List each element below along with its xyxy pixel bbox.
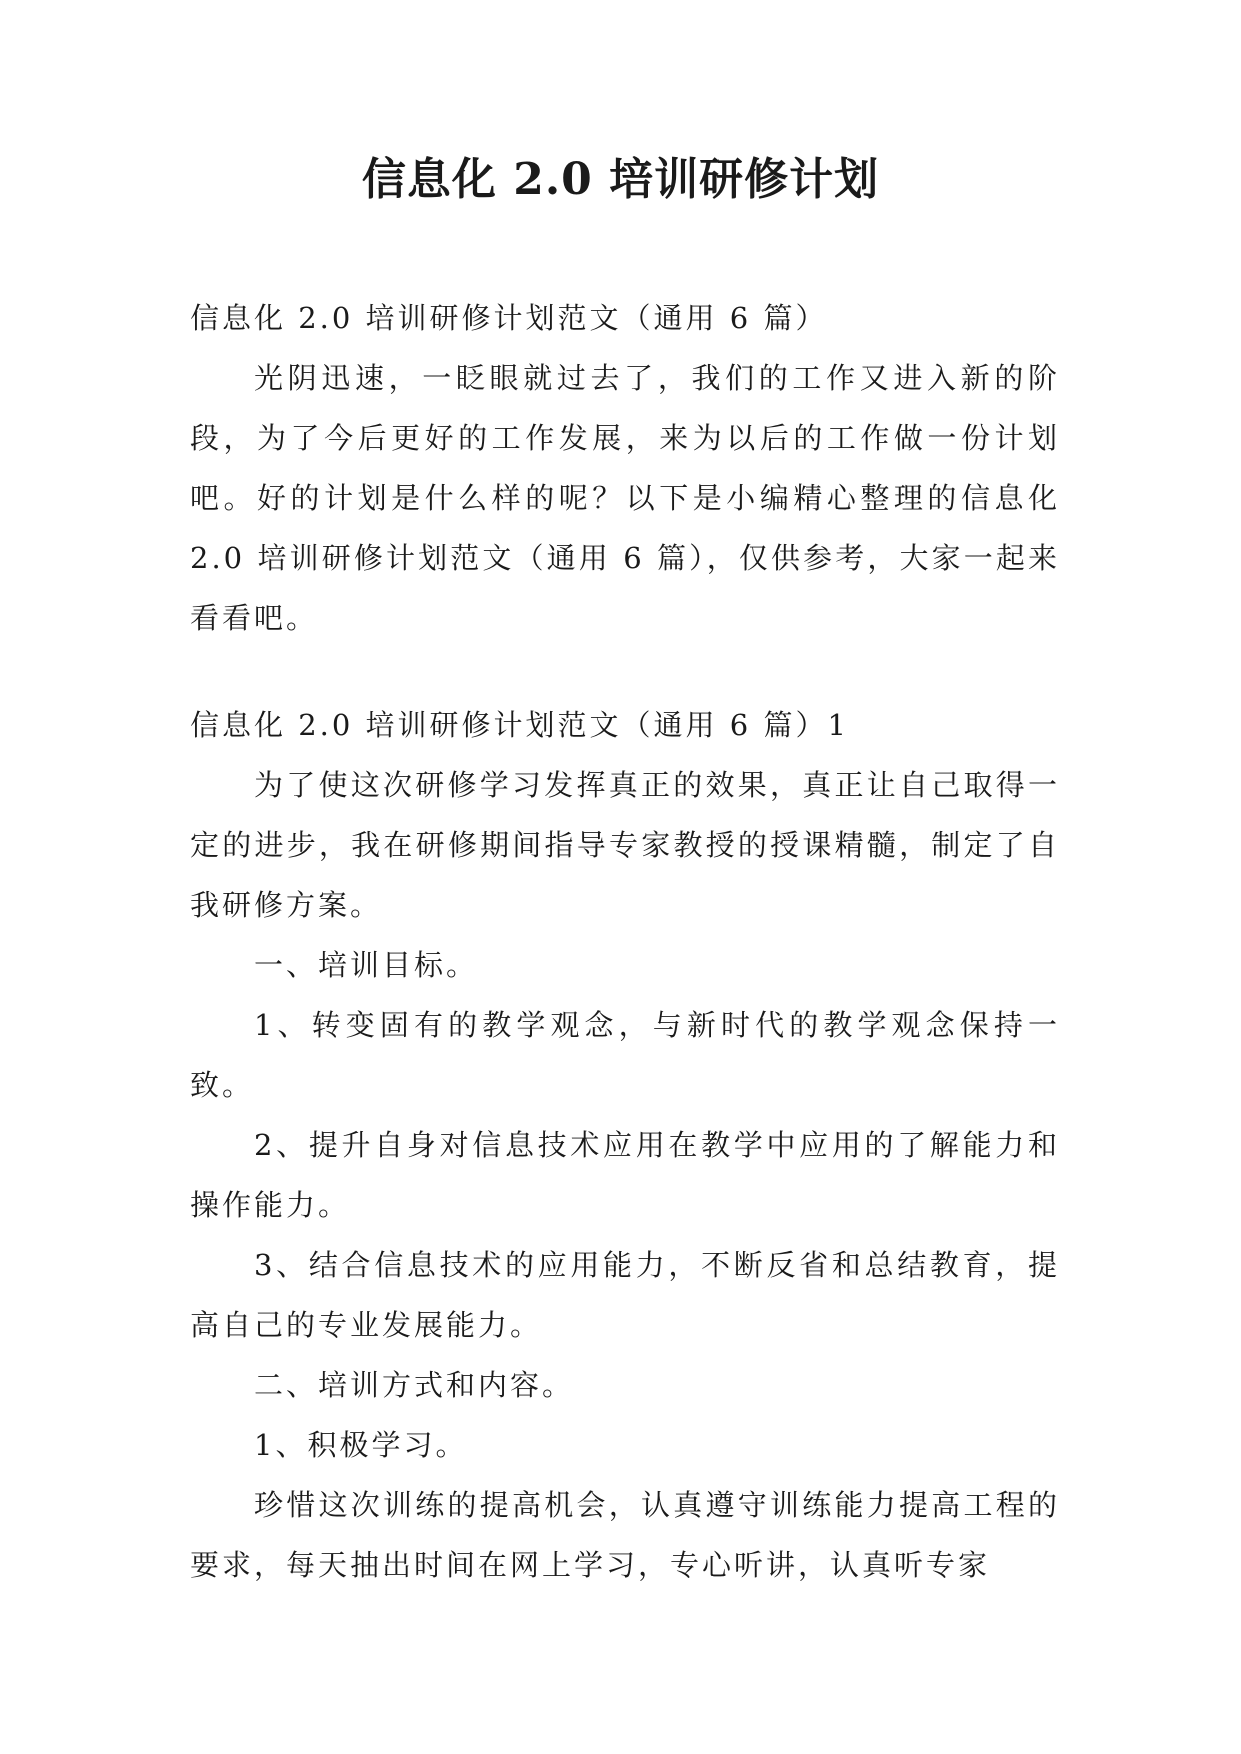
document-subtitle: 信息化 2.0 培训研修计划范文（通用 6 篇） bbox=[190, 301, 828, 335]
section-heading: 信息化 2.0 培训研修计划范文（通用 6 篇）1 bbox=[190, 708, 849, 742]
paragraph: 为了使这次研修学习发挥真正的效果，真正让自己取得一定的进步，我在研修期间指导专家教授的授课精髓，制定了自我研修方案。 bbox=[190, 768, 1060, 922]
paragraph: 3、结合信息技术的应用能力，不断反省和总结教育，提高自己的专业发展能力。 bbox=[190, 1248, 1060, 1342]
paragraph: 1、积极学习。 bbox=[254, 1428, 468, 1462]
paragraph: 二、培训方式和内容。 bbox=[254, 1368, 575, 1402]
section-1-block bbox=[190, 695, 1060, 1595]
paragraph: 1、转变固有的教学观念，与新时代的教学观念保持一致。 bbox=[190, 1008, 1060, 1102]
document-title: 信息化 2.0 培训研修计划 bbox=[361, 154, 880, 205]
paragraph: 2、提升自身对信息技术应用在教学中应用的了解能力和操作能力。 bbox=[190, 1128, 1060, 1222]
intro-block bbox=[190, 288, 1060, 648]
paragraph: 一、培训目标。 bbox=[254, 948, 479, 982]
intro-paragraph: 光阴迅速，一眨眼就过去了，我们的工作又进入新的阶段，为了今后更好的工作发展，来为以后的工作做一份计划吧。好的计划是什么样的呢？以下是小编精心整理的信息化 2.0 培训研修计划范文（通用 6 篇），仅供参考，大家一起来看看吧。 bbox=[190, 361, 1060, 635]
paragraph: 珍惜这次训练的提高机会，认真遵守训练能力提高工程的要求，每天抽出时间在网上学习，专心听讲，认真听专家 bbox=[190, 1488, 1060, 1582]
